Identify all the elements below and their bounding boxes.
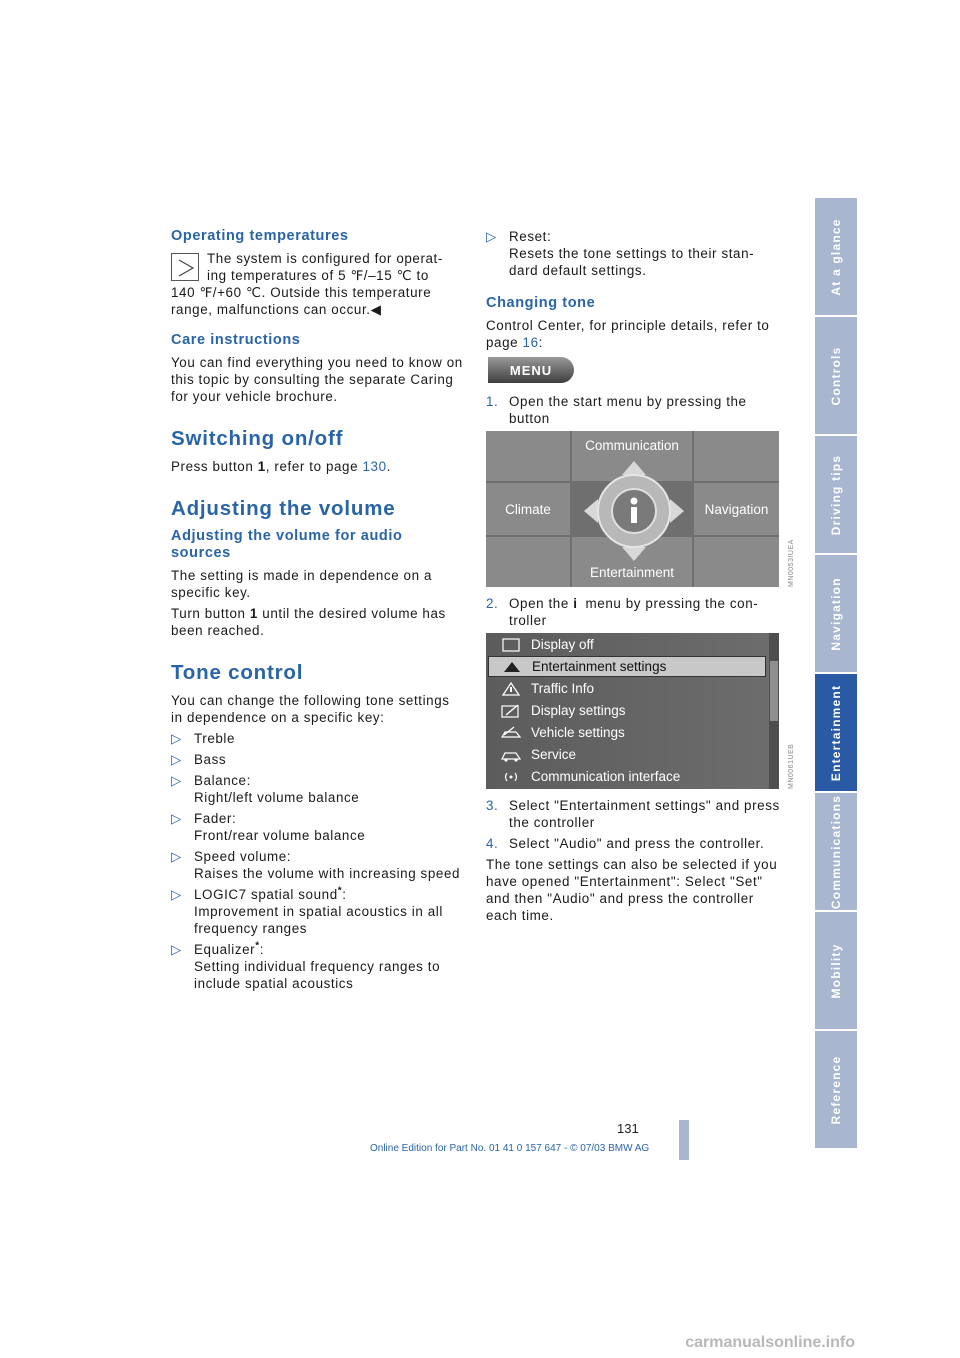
changing-tone-text: Control Center, for principle details, refer to page 16: bbox=[486, 318, 770, 350]
volume-heading: Adjusting the volume bbox=[171, 497, 396, 520]
step-2: 2. Open the i menu by pressing the con-troller bbox=[486, 596, 759, 628]
list-item: ▷ LOGIC7 spatial sound*: Improvement in spatial acoustics in all frequency ranges bbox=[171, 885, 443, 936]
menu-item-display-off: Display off bbox=[488, 634, 766, 655]
tab-driving-tips[interactable]: Driving tips bbox=[815, 436, 857, 553]
menu-button-icon: MENU bbox=[488, 357, 574, 383]
info-icon: i bbox=[573, 596, 578, 611]
watermark: carmanualsonline.info bbox=[685, 1334, 855, 1351]
list-item: ▷ Speed volume: Raises the volume with increasing speed bbox=[171, 849, 461, 881]
tab-navigation[interactable]: Navigation bbox=[815, 555, 857, 672]
closing-text: The tone settings can also be selected if you have opened "Entertainment": Select "Set" and then "Audio" and press the controller each time. bbox=[486, 857, 778, 923]
display-settings-icon bbox=[496, 703, 526, 719]
page-link-16[interactable]: 16 bbox=[522, 335, 539, 350]
bullet-icon: ▷ bbox=[171, 773, 182, 788]
tab-at-a-glance[interactable]: At a glance bbox=[815, 198, 857, 315]
caution-triangle-icon bbox=[171, 253, 199, 281]
left-column bbox=[171, 228, 463, 996]
menu-item-entertainment-settings: Entertainment settings bbox=[488, 656, 766, 677]
service-car-icon bbox=[496, 747, 526, 763]
tab-mobility[interactable]: Mobility bbox=[815, 912, 857, 1029]
grid-climate: Climate bbox=[486, 483, 570, 535]
bullet-icon: ▷ bbox=[171, 887, 182, 902]
image-code: MN0053IUEA bbox=[788, 539, 795, 587]
tab-communications[interactable]: Communications bbox=[815, 793, 857, 910]
entertainment-settings-icon bbox=[497, 659, 527, 675]
bullet-icon: ▷ bbox=[486, 229, 497, 244]
bullet-icon: ▷ bbox=[171, 731, 182, 746]
step-3: 3. Select "Entertainment settings" and press the controller bbox=[486, 798, 780, 830]
tone-intro: You can change the following tone settings in dependence on a specific key: bbox=[171, 693, 450, 725]
optional-star-icon: * bbox=[255, 940, 260, 952]
tone-control-heading: Tone control bbox=[171, 661, 304, 684]
step-1: 1. Open the start menu by pressing the button bbox=[486, 394, 747, 426]
bullet-icon: ▷ bbox=[171, 752, 182, 767]
grid-entertainment: Entertainment bbox=[572, 537, 692, 587]
caution-note bbox=[171, 250, 463, 318]
volume-text2: Turn button 1 until the desired volume has been reached. bbox=[171, 606, 446, 638]
info-menu-screenshot bbox=[486, 633, 795, 789]
volume-text1: The setting is made in dependence on a specific key. bbox=[171, 568, 433, 600]
menu-item-vehicle-settings: Vehicle settings bbox=[488, 722, 766, 743]
list-item: ▷ Equalizer*: Setting individual frequency ranges to include spatial acoustics bbox=[171, 940, 441, 991]
optional-star-icon: * bbox=[337, 885, 343, 897]
grid-communication: Communication bbox=[572, 431, 692, 481]
page-link-130[interactable]: 130 bbox=[362, 459, 387, 474]
tab-reference[interactable]: Reference bbox=[815, 1031, 857, 1148]
end-marker-icon: ◀ bbox=[370, 302, 382, 317]
chapter-tabs bbox=[815, 198, 857, 1150]
list-item: ▷ Bass bbox=[171, 752, 227, 767]
grid-navigation: Navigation bbox=[694, 483, 779, 535]
list-item: ▷ Treble bbox=[171, 731, 236, 746]
menu-item-communication-interface: Communication interface bbox=[488, 766, 766, 787]
communication-interface-icon bbox=[496, 769, 526, 785]
right-column bbox=[486, 228, 795, 928]
controller-info-icon bbox=[582, 459, 686, 563]
tab-controls[interactable]: Controls bbox=[815, 317, 857, 434]
footer-text: Online Edition for Part No. 01 41 0 157 647 - © 07/03 BMW AG bbox=[370, 1143, 650, 1154]
volume-subheading: Adjusting the volume for audio sources bbox=[171, 528, 403, 561]
step-4: 4. Select "Audio" and press the controller. bbox=[486, 836, 765, 851]
list-item: ▷ Fader: Front/rear volume balance bbox=[171, 811, 366, 843]
tone-settings-list bbox=[171, 730, 463, 992]
operating-temperatures-heading: Operating temperatures bbox=[171, 228, 349, 244]
start-menu-screenshot bbox=[486, 431, 795, 587]
op-temp-line1: The system is configured for operat- bbox=[207, 251, 443, 266]
bullet-icon: ▷ bbox=[171, 849, 182, 864]
menu-item-display-settings: Display settings bbox=[488, 700, 766, 721]
op-temp-line2: ing temperatures of 5 ℉/–15 ℃ to bbox=[207, 268, 429, 283]
care-instructions-heading: Care instructions bbox=[171, 332, 301, 348]
list-item: ▷ Balance: Right/left volume balance bbox=[171, 773, 360, 805]
switching-text: Press button 1, refer to page 130. bbox=[171, 459, 391, 474]
changing-tone-heading: Changing tone bbox=[486, 295, 596, 311]
bullet-icon: ▷ bbox=[171, 811, 182, 826]
page-marker-bar bbox=[679, 1120, 689, 1160]
traffic-info-icon bbox=[496, 681, 526, 697]
vehicle-settings-icon bbox=[496, 725, 526, 741]
page-number: 131 bbox=[617, 1121, 639, 1136]
care-text: You can find everything you need to know on this topic by consulting the separate Caring for your vehicle brochure. bbox=[171, 355, 463, 404]
tab-entertainment[interactable]: Entertainment bbox=[815, 674, 857, 791]
op-temp-rest: 140 ℉/+60 ℃. Outside this temperature range, malfunctions can occur. bbox=[171, 285, 432, 317]
switching-heading: Switching on/off bbox=[171, 427, 344, 450]
menu-scrollbar bbox=[769, 633, 779, 789]
menu-item-traffic-info: Traffic Info bbox=[488, 678, 766, 699]
list-item: ▷ Reset: Resets the tone settings to their stan-dard default settings. bbox=[486, 229, 755, 278]
display-off-icon bbox=[496, 637, 526, 653]
menu-item-service: Service bbox=[488, 744, 766, 765]
bullet-icon: ▷ bbox=[171, 942, 182, 957]
image-code: MN0061UEB bbox=[788, 743, 795, 789]
